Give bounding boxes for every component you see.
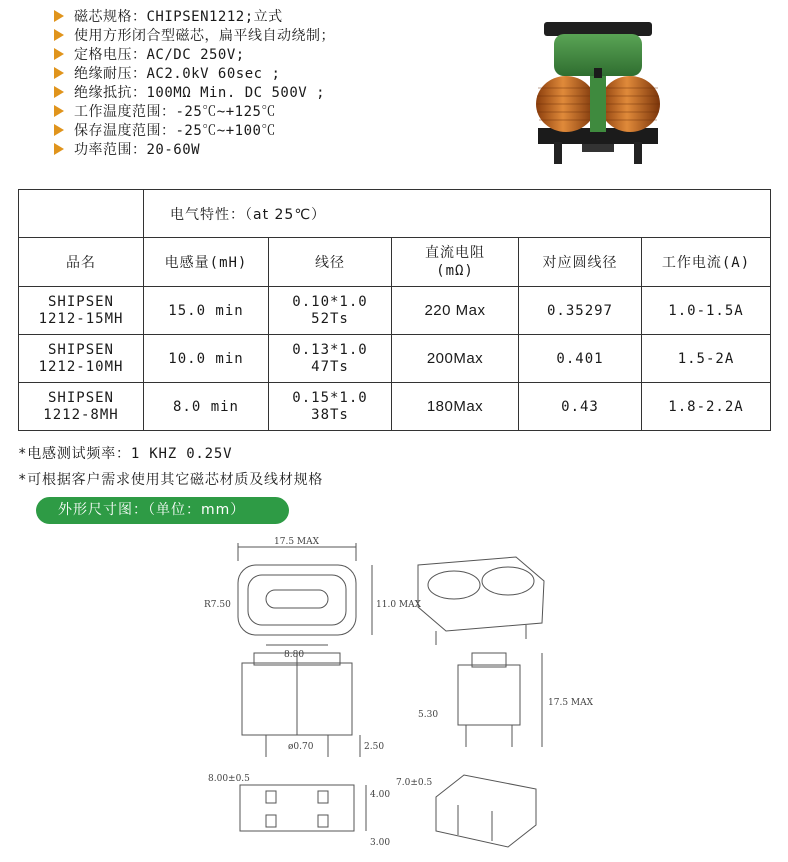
spec-item <box>54 63 514 82</box>
current-cell: 1.8-2.2A <box>642 383 771 431</box>
dim-height-max: 17.5 MAX <box>548 698 594 708</box>
current-cell: 1.5-2A <box>642 335 771 383</box>
arrow-bullet-icon <box>54 86 64 98</box>
spec-text: 保存温度范围：-25℃~+100℃ <box>74 122 276 139</box>
spec-text: 定格电压：AC/DC 250V; <box>74 46 245 63</box>
wire-cell: 0.15*1.0 38Ts <box>269 383 392 431</box>
section-title: 电气特性：（at 25℃） <box>144 190 771 238</box>
spec-item <box>54 25 514 44</box>
table-row <box>19 287 771 335</box>
wire-cell: 0.13*1.0 47Ts <box>269 335 392 383</box>
spec-item <box>54 139 514 158</box>
wire-cell: 0.10*1.0 52Ts <box>269 287 392 335</box>
resistance-cell: 180Max <box>392 383 519 431</box>
spec-text: 工作温度范围：-25℃~+125℃ <box>74 103 276 120</box>
arrow-bullet-icon <box>54 10 64 22</box>
spec-text: 绝缘抵抗：100MΩ Min. DC 500V ; <box>74 84 326 101</box>
resistance-cell: 200Max <box>392 335 519 383</box>
product-photo <box>524 16 672 168</box>
spec-item <box>54 82 514 101</box>
round-wire-cell: 0.401 <box>519 335 642 383</box>
dim-pitch: 8.00±0.5 <box>208 774 250 784</box>
table-section-row <box>19 190 771 238</box>
notes <box>18 441 323 493</box>
electrical-spec-table <box>18 189 771 431</box>
dimension-drawing <box>196 535 594 862</box>
spec-text: 使用方形闭合型磁芯，扁平线自动绕制； <box>74 27 335 44</box>
spec-text: 磁芯规格：CHIPSEN1212;立式 <box>74 8 283 25</box>
spec-list <box>54 6 514 158</box>
inductance-cell: 15.0 min <box>144 287 269 335</box>
table-corner-cell <box>19 190 144 238</box>
spec-item <box>54 101 514 120</box>
spec-text: 绝缘耐压：AC2.0kV 60sec ; <box>74 65 281 82</box>
dim-depth-max: 11.0 MAX <box>376 600 422 610</box>
column-header: 直流电阻 (mΩ) <box>392 238 519 287</box>
spec-item <box>54 6 514 25</box>
dim-pin-dia: ø0.70 <box>288 742 314 752</box>
dim-radius: R7.50 <box>204 600 231 610</box>
inductance-cell: 10.0 min <box>144 335 269 383</box>
spec-item <box>54 44 514 63</box>
dim-pad-b: 7.0±0.5 <box>396 778 433 788</box>
arrow-bullet-icon <box>54 29 64 41</box>
current-cell: 1.0-1.5A <box>642 287 771 335</box>
round-wire-cell: 0.35297 <box>519 287 642 335</box>
dim-offset: 5.30 <box>418 710 439 720</box>
product-name-cell: SHIPSEN 1212-8MH <box>19 383 144 431</box>
arrow-bullet-icon <box>54 143 64 155</box>
table-row <box>19 383 771 431</box>
dim-pad-c: 3.00 <box>370 838 391 848</box>
round-wire-cell: 0.43 <box>519 383 642 431</box>
note-custom-material: *可根据客户需求使用其它磁芯材质及线材规格 <box>18 472 324 488</box>
column-header: 电感量(mH) <box>144 238 269 287</box>
spec-item <box>54 120 514 139</box>
arrow-bullet-icon <box>54 48 64 60</box>
table-header-row <box>19 238 771 287</box>
dim-pin-span: 8.80 <box>284 650 305 660</box>
column-header: 对应圆线径 <box>519 238 642 287</box>
arrow-bullet-icon <box>54 105 64 117</box>
table-row <box>19 335 771 383</box>
spec-text: 功率范围：20-60W <box>74 141 201 158</box>
column-header: 品名 <box>19 238 144 287</box>
inductance-cell: 8.0 min <box>144 383 269 431</box>
column-header: 工作电流(A) <box>642 238 771 287</box>
dimension-heading: 外形尺寸图：（单位：mm） <box>36 497 289 524</box>
arrow-bullet-icon <box>54 124 64 136</box>
dim-pad-a: 4.00 <box>370 790 391 800</box>
resistance-cell: 220 Max <box>392 287 519 335</box>
column-header: 线径 <box>269 238 392 287</box>
dim-width-max: 17.5 MAX <box>274 537 320 547</box>
product-name-cell: SHIPSEN 1212-10MH <box>19 335 144 383</box>
dim-pin-length: 2.50 <box>364 742 385 752</box>
note-test-frequency: *电感测试频率：1 KHZ 0.25V <box>18 446 233 462</box>
product-name-cell: SHIPSEN 1212-15MH <box>19 287 144 335</box>
arrow-bullet-icon <box>54 67 64 79</box>
